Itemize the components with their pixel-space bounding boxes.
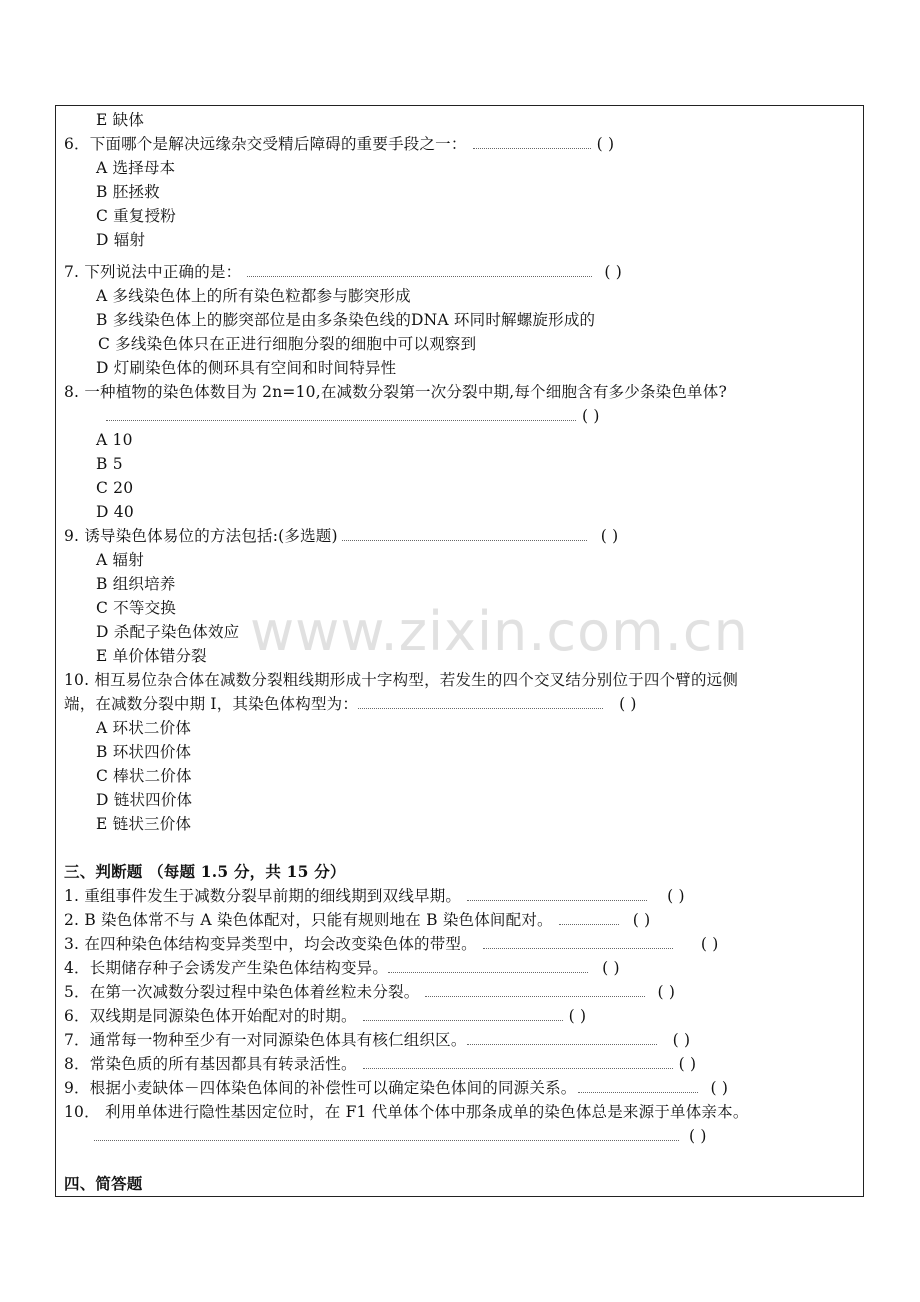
q9-option-c: C 不等交换 (96, 599, 176, 617)
question-6-text: 6．下面哪个是解决远缘杂交受精后障碍的重要手段之一： (64, 135, 467, 153)
judge-item-text: 5．在第一次减数分裂过程中染色体着丝粒未分裂。 (64, 983, 420, 1001)
judge-item-text: 9．根据小麦缺体－四体染色体间的补偿性可以确定染色体间的同源关系。 (64, 1079, 577, 1097)
judge-item-10 (64, 1100, 749, 1124)
section-4-title: 四、简答题 (64, 1174, 143, 1193)
question-10 (64, 668, 738, 692)
dotted-leader (363, 1068, 673, 1069)
q5-option-e: E 缺体 (96, 111, 145, 129)
q9-option-b: B 组织培养 (96, 575, 176, 593)
answer-blank[interactable]: ( ) (689, 1127, 707, 1145)
answer-blank[interactable]: ( ) (632, 911, 651, 929)
question-7 (64, 260, 622, 284)
exam-page-frame (55, 105, 864, 1197)
judge-item-2 (64, 908, 650, 932)
answer-blank[interactable]: ( ) (710, 1079, 729, 1097)
judge-item-4 (64, 956, 620, 980)
dotted-leader (483, 948, 673, 949)
judge-item-text: 4．长期储存种子会诱发产生染色体结构变异。 (64, 959, 389, 977)
judge-item-text: 2. B 染色体常不与 A 染色体配对，只能有规则地在 B 染色体间配对。 (64, 911, 553, 929)
dotted-leader (467, 900, 647, 901)
q6-option-d: D 辐射 (96, 231, 146, 249)
dotted-leader (388, 972, 588, 973)
q10-option-e: E 链状三价体 (96, 815, 192, 833)
q8-option-a: A 10 (96, 431, 133, 449)
dotted-leader (106, 420, 576, 421)
answer-blank[interactable]: ( ) (619, 695, 637, 713)
q6-option-a: A 选择母本 (96, 159, 176, 177)
question-8 (64, 380, 727, 404)
question-10-line2 (64, 692, 637, 716)
q10-option-c: C 棒状二价体 (96, 767, 192, 785)
judge-item-text: 8．常染色质的所有基因都具有转录活性。 (64, 1055, 357, 1073)
q9-option-e: E 单价体错分裂 (96, 647, 207, 665)
q9-option-d: D 杀配子染色体效应 (96, 623, 240, 641)
section-3-title: 三、判断题 （每题 1.5 分，共 15 分） (64, 862, 346, 881)
answer-blank[interactable]: ( ) (667, 887, 685, 905)
dotted-leader (358, 708, 603, 709)
question-7-text: 7. 下列说法中正确的是： (64, 263, 242, 281)
judge-item-3 (64, 932, 718, 956)
q7-option-d: D 灯刷染色体的侧环具有空间和时间特异性 (96, 359, 397, 377)
answer-blank[interactable]: ( ) (568, 1007, 587, 1025)
question-8-answer-line (106, 404, 600, 428)
q7-option-c: C 多线染色体只在正进行细胞分裂的细胞中可以观察到 (98, 335, 477, 353)
answer-blank[interactable]: ( ) (678, 1055, 697, 1073)
dotted-leader (247, 276, 592, 277)
judge-item-7 (64, 1028, 690, 1052)
answer-blank[interactable]: ( ) (672, 1031, 691, 1049)
answer-blank[interactable]: ( ) (582, 407, 600, 425)
answer-blank[interactable]: ( ) (604, 263, 622, 281)
question-10-text-line2: 端，在减数分裂中期 I，其染色体构型为： (64, 695, 359, 713)
answer-blank[interactable]: ( ) (596, 135, 615, 153)
answer-blank[interactable]: ( ) (602, 959, 620, 977)
judge-item-text: 6．双线期是同源染色体开始配对的时期。 (64, 1007, 357, 1025)
q10-option-a: A 环状二价体 (96, 719, 192, 737)
question-8-text: 8. 一种植物的染色体数目为 2n=10,在减数分裂第一次分裂中期,每个细胞含有多少条染色单体? (64, 383, 727, 401)
judge-item-6 (64, 1004, 586, 1028)
judge-item-5 (64, 980, 675, 1004)
judge-item-8 (64, 1052, 696, 1076)
question-9-text: 9. 诱导染色体易位的方法包括:(多选题) (64, 527, 338, 545)
q7-option-a: A 多线染色体上的所有染色粒都参与膨突形成 (96, 287, 411, 305)
dotted-leader (342, 540, 587, 541)
judge-item-text: 7．通常每一物种至少有一对同源染色体具有核仁组织区。 (64, 1031, 467, 1049)
dotted-leader (473, 148, 591, 149)
answer-blank[interactable]: ( ) (657, 983, 676, 1001)
dotted-leader (363, 1020, 563, 1021)
dotted-leader (578, 1092, 698, 1093)
dotted-leader (425, 996, 645, 997)
q8-option-b: B 5 (96, 455, 123, 473)
dotted-leader (467, 1044, 657, 1045)
judge-item-text: 1. 重组事件发生于减数分裂早前期的细线期到双线早期。 (64, 887, 462, 905)
q10-option-d: D 链状四价体 (96, 791, 193, 809)
answer-blank[interactable]: ( ) (600, 527, 619, 545)
q6-option-b: B 胚拯救 (96, 183, 160, 201)
judge-item-9 (64, 1076, 728, 1100)
q6-option-c: C 重复授粉 (96, 207, 176, 225)
q8-option-d: D 40 (96, 503, 134, 521)
watermark: www.zixin.com.cn (250, 600, 749, 663)
question-10-text-line1: 10. 相互易位杂合体在减数分裂粗线期形成十字构型，若发生的四个交叉结分别位于四个臂的远侧 (64, 671, 739, 689)
judge-item-text: 10． 利用单体进行隐性基因定位时，在 F1 代单体个体中那条成单的染色体总是来源于单体亲本。 (64, 1103, 749, 1121)
dotted-leader (559, 924, 619, 925)
answer-blank[interactable]: ( ) (700, 935, 719, 953)
judge-item-10-answer-line (94, 1124, 707, 1148)
q8-option-c: C 20 (96, 479, 134, 497)
question-9 (64, 524, 618, 548)
q9-option-a: A 辐射 (96, 551, 144, 569)
q10-option-b: B 环状四价体 (96, 743, 192, 761)
dotted-leader (94, 1140, 679, 1141)
q7-option-b: B 多线染色体上的膨突部位是由多条染色线的DNA 环同时解螺旋形成的 (96, 311, 596, 329)
question-6 (64, 132, 614, 156)
judge-item-text: 3. 在四种染色体结构变异类型中，均会改变染色体的带型。 (64, 935, 477, 953)
judge-item-1 (64, 884, 685, 908)
